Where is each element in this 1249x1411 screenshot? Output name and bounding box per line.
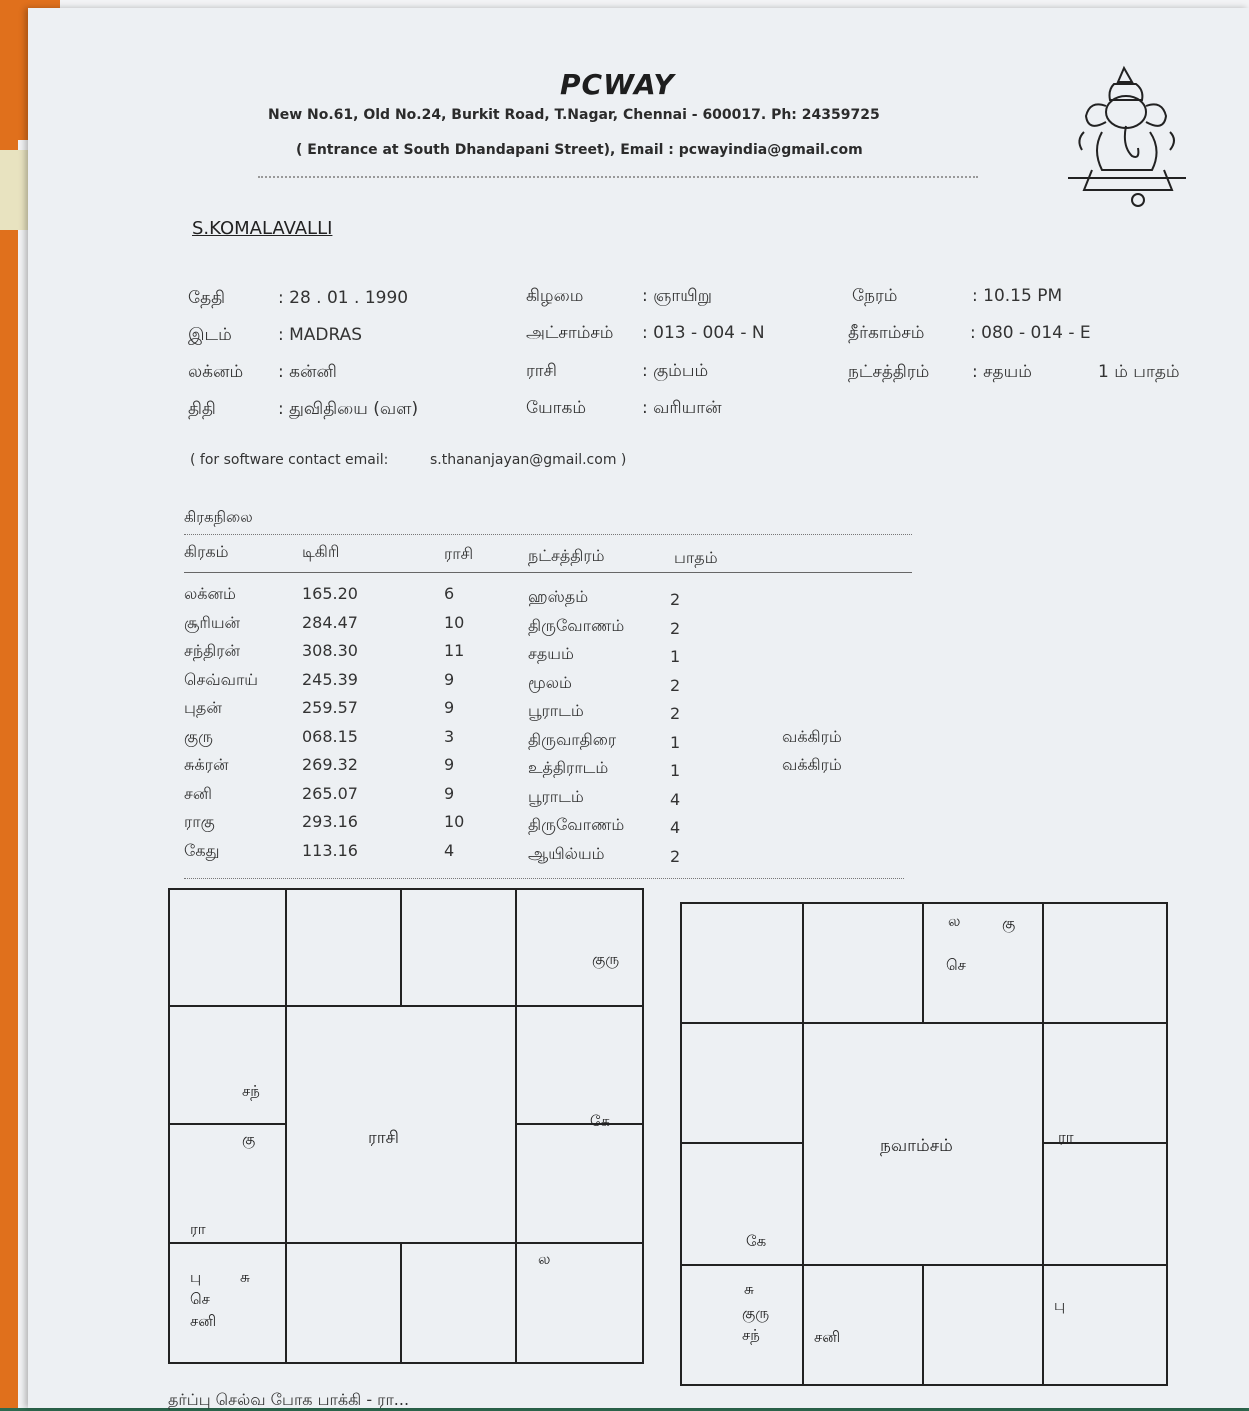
planet-cell-rasi: 10 [444,612,465,632]
address-line-2: ( Entrance at South Dhandapani Street), Email : pcwayindia@gmail.com [296,142,863,158]
rasi-left-upper: சந் [242,1082,260,1100]
planet-cell-planet: சூரியன் [184,612,241,632]
planet-cell-star: ஹஸ்தம் [528,587,589,606]
col-header-planet: கிரகம் [184,542,229,561]
rasi-center-label: ராசி [368,1128,399,1148]
planet-cell-rasi: 9 [444,698,455,717]
lagnam-value: : கன்னி [278,362,337,382]
planet-cell-star: சதயம் [528,644,574,663]
navamsa-bottom-2: சனி [814,1328,841,1346]
planet-cell-degree: 245.39 [302,669,358,689]
planet-cell-note: வக்கிரம் [782,726,842,746]
brand-title: PCWAY [560,68,675,101]
star-label: நட்சத்திரம் [848,362,930,382]
planet-cell-star: உத்திராடம் [528,758,609,777]
planet-cell-rasi: 9 [444,783,455,803]
navamsa-center-label: நவாம்சம் [880,1136,953,1156]
planet-cell-star: திருவாதிரை [528,729,617,749]
date-label: தேதி [188,288,226,308]
planet-cell-planet: ராகு [184,812,215,831]
planet-cell-rasi: 6 [444,584,455,603]
place-value: : MADRAS [278,325,363,345]
planet-table-title: கிரகநிலை [184,508,253,526]
navamsa-top3-b: கு [1002,914,1016,932]
planet-cell-planet: சந்திரன் [184,641,241,660]
planet-cell-rasi: 9 [444,755,455,774]
planet-cell-star: திருவோணம் [528,815,625,834]
lagnam-label: லக்னம் [188,362,244,382]
planet-cell-padam: 1 [670,647,681,666]
planet-cell-planet: லக்னம் [184,584,236,603]
day-label: கிழமை [526,286,584,306]
col-header-star: நட்சத்திரம் [528,546,605,565]
rasi-label: ராசி [526,361,557,381]
latitude-value: : 013 - 004 - N [642,323,765,343]
header-divider [258,176,978,178]
rasi-chart [168,888,644,1364]
rasi-right-upper: கே [590,1112,611,1130]
planet-cell-star: பூராடம் [528,786,584,806]
col-header-padam: பாதம் [674,548,718,567]
yogam-value: : வரியான் [642,398,722,418]
planet-cell-padam: 1 [670,732,681,752]
date-value: : 28 . 01 . 1990 [278,288,409,308]
latitude-label: அட்சாம்சம் [526,323,614,343]
planet-cell-degree: 265.07 [302,783,358,803]
rasi-bottom-left-2: சு [240,1268,250,1286]
thithi-value: : துவிதியை (வள) [278,399,419,419]
planet-cell-rasi: 3 [444,726,455,746]
planet-cell-star: பூராடம் [528,701,584,720]
planet-cell-padam: 2 [670,675,681,695]
planet-cell-rasi: 9 [444,669,455,689]
planet-cell-planet: சனி [184,783,212,803]
rasi-bottom-left-4: சனி [190,1312,217,1330]
yogam-label: யோகம் [526,398,587,418]
time-label: நேரம் [852,286,898,306]
planet-cell-degree: 259.57 [302,698,358,717]
planet-cell-planet: செவ்வாய் [184,669,259,689]
navamsa-top3-c: செ [946,956,966,974]
padam-value: 1 ம் பாதம் [1098,362,1180,382]
rasi-left-lower: ரா [190,1220,206,1238]
navamsa-bottom-left-3: சந் [742,1326,760,1344]
rasi-bottom-right: ல [538,1250,551,1268]
planet-cell-degree: 269.32 [302,755,358,774]
planet-cell-degree: 113.16 [302,840,358,860]
navamsa-bottom-left-1: சு [744,1280,754,1298]
table-header-rule [184,572,912,573]
navamsa-bottom-right: பு [1054,1296,1066,1314]
software-email: s.thananjayan@gmail.com ) [430,452,627,468]
address-line-1: New No.61, Old No.24, Burkit Road, T.Nagar, Chennai - 600017. Ph: 24359725 [268,107,880,123]
planet-cell-padam: 2 [670,590,681,609]
planet-cell-planet: கேது [184,840,220,860]
navamsa-top3-a: ல [948,912,961,930]
person-name: S.KOMALAVALLI [192,218,333,239]
planet-cell-degree: 068.15 [302,726,358,746]
planet-cell-padam: 2 [670,618,681,638]
rasi-left-mid: கு [242,1130,256,1148]
planet-cell-star: மூலம் [528,672,572,692]
table-top-rule [184,534,912,535]
col-header-rasi: ராசி [444,544,474,563]
planet-cell-degree: 284.47 [302,612,358,632]
col-header-degree: டிகிரி [302,542,340,561]
table-bottom-rule [184,878,904,879]
planet-cell-rasi: 11 [444,641,465,660]
planet-cell-degree: 165.20 [302,584,358,603]
thithi-label: திதி [188,399,216,419]
navamsa-bottom-left-2: குரு [742,1304,770,1322]
footer-text: தர்ப்பு செல்வ போக பாக்கி - ரா... [168,1390,410,1409]
planet-cell-degree: 308.30 [302,641,358,660]
longitude-value: : 080 - 014 - E [970,323,1091,343]
rasi-bottom-left-1: பு [190,1268,202,1286]
planet-cell-rasi: 4 [444,840,455,860]
ganesha-icon [1062,60,1192,210]
planet-cell-padam: 2 [670,846,681,866]
planet-cell-planet: குரு [184,726,213,746]
planet-cell-padam: 4 [670,789,681,809]
software-note: ( for software contact email: [190,452,389,468]
planet-cell-padam: 4 [670,818,681,837]
rasi-top-right: குரு [592,950,620,968]
place-label: இடம் [188,325,232,345]
planet-cell-padam: 2 [670,704,681,723]
planet-cell-degree: 293.16 [302,812,358,831]
planet-cell-padam: 1 [670,761,681,780]
rasi-value: : கும்பம் [642,361,709,381]
planet-cell-star: ஆயில்யம் [528,843,605,863]
planet-cell-planet: சுக்ரன் [184,755,229,774]
time-value: : 10.15 PM [972,286,1063,306]
longitude-label: தீர்காம்சம் [848,323,925,343]
planet-cell-star: திருவோணம் [528,615,625,635]
navamsa-right-mid: ரா [1058,1128,1074,1146]
day-value: : ஞாயிறு [642,286,712,306]
planet-cell-planet: புதன் [184,698,222,717]
navamsa-left-lower: கே [746,1232,767,1250]
planet-cell-note: வக்கிரம் [782,755,842,774]
star-value: : சதயம் [972,362,1032,382]
planet-cell-rasi: 10 [444,812,465,831]
rasi-bottom-left-3: செ [190,1290,210,1308]
navamsa-chart [680,902,1168,1386]
